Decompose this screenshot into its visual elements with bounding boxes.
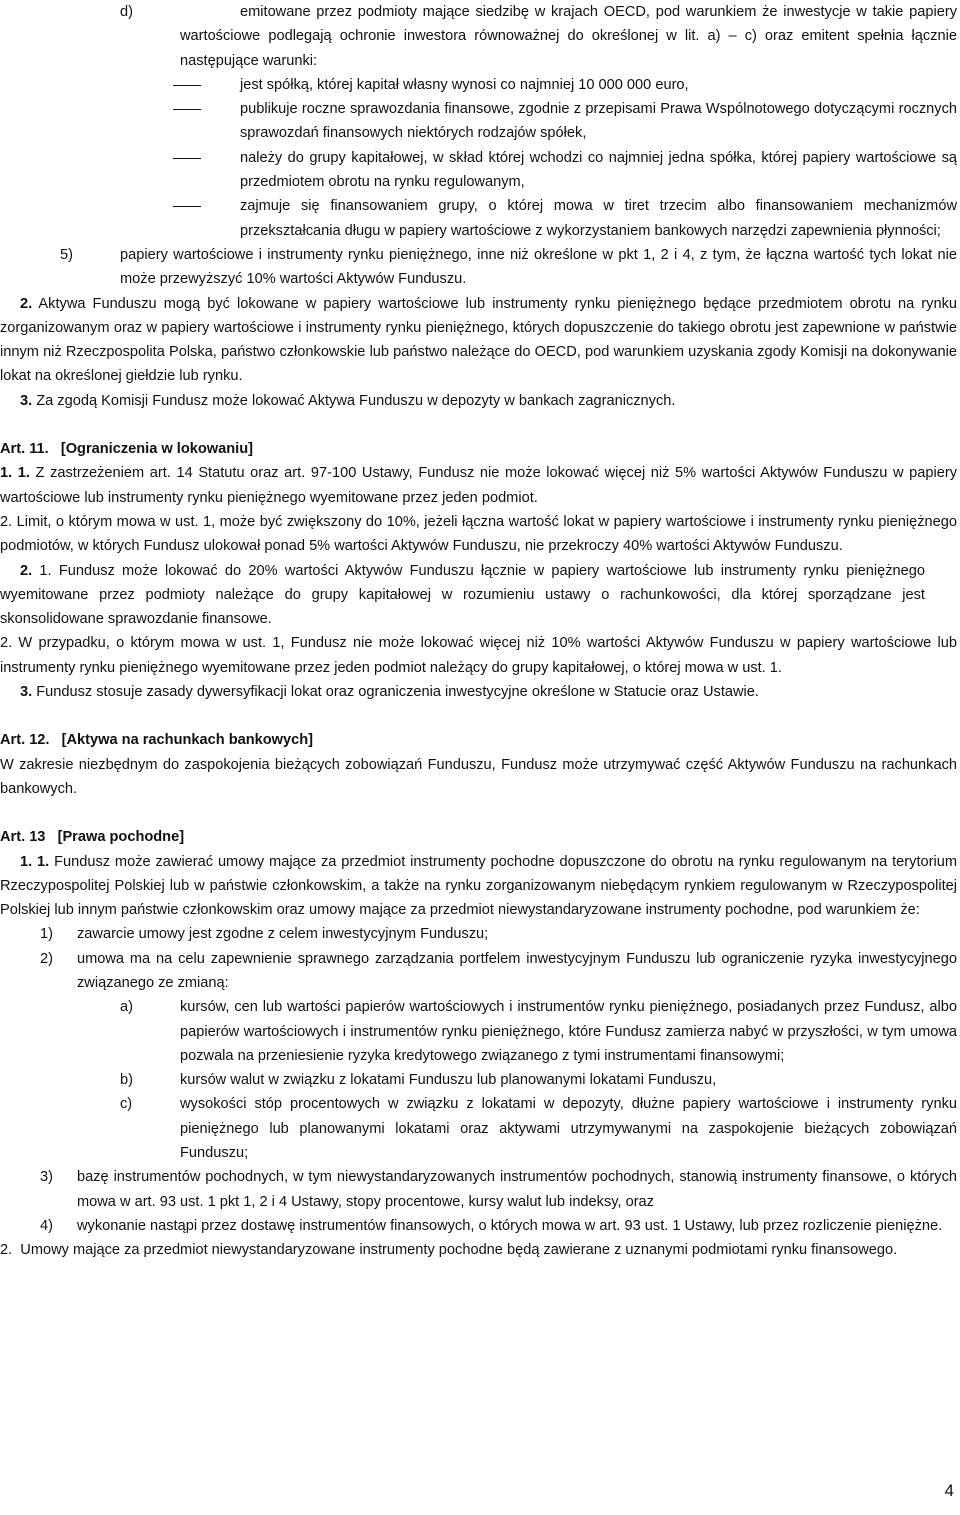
dash-item — [240, 194, 957, 243]
item-text: umowa ma na celu zapewnienie sprawnego zarządzania portfelem inwestycyjnym Funduszu lub ograniczenie ryzyka inwestycyjnego związanego ze zmianą: — [77, 950, 957, 991]
dash-mark — [173, 85, 201, 87]
paragraph-2 — [0, 292, 957, 389]
art13-paragraph-1 — [0, 850, 957, 923]
item-label: 3) — [40, 1169, 53, 1186]
art11-paragraph-3 — [0, 680, 957, 704]
item-label: 4) — [40, 1217, 53, 1234]
art11-paragraph-2-2: 2. W przypadku, o którym mowa w ust. 1, Fundusz nie może lokować więcej niż 10% wartości Aktywów Funduszu w papiery wartościowe lub instrumenty rynku pieniężnego wyemitowane przez jeden podmiot należący do grupy kapitałowej, o której mowa w ust. 1. — [0, 635, 957, 676]
paragraph-number: 2. — [20, 295, 33, 312]
item-text: zawarcie umowy jest zgodne z celem inwestycyjnym Funduszu; — [77, 926, 489, 943]
paragraph-text: Fundusz stosuje zasady dywersyfikacji lokat oraz ograniczenia inwestycyjne określone w Statucie oraz Ustawie. — [32, 684, 759, 701]
dash-item — [240, 97, 957, 146]
item-text: kursów, cen lub wartości papierów wartościowych i instrumentów rynku pieniężnego, posiadanych przez Fundusz, albo papierów wartościowych i instrumentów rynku pieniężnego, które Fundusz zamierza nabyć w przyszłości, w tym umowa pozwala na przeniesienie ryzyka kredytowego związanego z tymi instrumentami finansowymi; — [180, 999, 957, 1064]
list-item-2 — [40, 947, 957, 996]
item-text: wykonanie nastąpi przez dostawę instrumentów finansowych, o których mowa w art. 93 ust. 1 Ustawy, lub przez rozliczenie pieniężne. — [77, 1217, 943, 1234]
art12-text: W zakresie niezbędnym do zaspokojenia bieżących zobowiązań Funduszu, Fundusz może utrzymywać część Aktywów Funduszu na rachunkach bankowych. — [0, 756, 957, 797]
dash-item — [240, 73, 957, 97]
paragraph-number: 3. — [20, 684, 33, 701]
item-label: c) — [120, 1096, 133, 1113]
art13-paragraph-2: 2. Umowy mające za przedmiot niewystandaryzowane instrumenty pochodne będą zawierane z uznanymi podmiotami rynku finansowego. — [0, 1242, 898, 1259]
dash-item — [240, 146, 957, 195]
article-12-heading: Art. 12. [Aktywa na rachunkach bankowych] — [0, 732, 314, 749]
item-text: emitowane przez podmioty mające siedzibę w krajach OECD, pod warunkiem że inwestycje w takie papiery wartościowe podlegają ochronie inwestora równoważnej do określonej w lit. a) – c) oraz emitent spełnia łącznie następujące warunki: — [180, 4, 957, 69]
item-text: wysokości stóp procentowych w związku z lokatami w depozyty, dłużne papiery wartościowe i instrumenty rynku pieniężnego lub planowanymi lokatami oraz aktywami utrzymywanymi na zaspokojenie bieżących zobowiązań Funduszu; — [180, 1096, 957, 1162]
sub-item-c — [120, 1092, 957, 1165]
paragraph-text: 1. Fundusz może lokować do 20% wartości Aktywów Funduszu łącznie w papiery wartościowe lub instrumenty rynku pieniężnego wyemitowane przez podmioty należące do grupy kapitałowej w rozumieniu ustawy o rachunkowości, dla której sporządzane jest skonsolidowane sprawozdanie finansowe. — [0, 562, 925, 628]
paragraph-text: Aktywa Funduszu mogą być lokowane w papiery wartościowe lub instrumenty rynku pieniężnego będące przedmiotem obrotu na rynku zorganizowanym oraz w papiery wartościowe i instrumenty rynku pieniężnego, których dopuszczenie do takiego obrotu jest zapewnione w państwie innym niż Rzeczpospolita Polska, państwo członkowskie lub państwo należące do OECD, pod warunkiem uzyskania zgody Komisji na dokonywanie lokat na określonej giełdzie lub rynku. — [0, 295, 957, 385]
item-label: 5) — [60, 246, 73, 263]
art11-paragraph-2 — [0, 559, 925, 632]
dash-text: publikuje roczne sprawozdania finansowe, zgodnie z przepisami Prawa Wspólnotowego dotyczącymi rocznych sprawozdań finansowych niektórych rodzajów spółek, — [240, 101, 957, 142]
list-item-5 — [60, 243, 957, 292]
paragraph-text: Z zastrzeżeniem art. 14 Statutu oraz art. 97-100 Ustawy, Fundusz nie może lokować więcej niż 5% wartości Aktywów Funduszu w papiery wartościowe lub instrumenty rynku pieniężnego wyemitowane przez jeden podmiot. — [0, 465, 957, 506]
dash-text: jest spółką, której kapitał własny wynosi co najmniej 10 000 000 euro, — [240, 76, 689, 93]
paragraph-number: 1. 1. — [20, 853, 50, 870]
paragraph-number: 1. 1. — [0, 465, 30, 482]
paragraph-text: Fundusz może zawierać umowy mające za przedmiot instrumenty pochodne dopuszczone do obrotu na rynku regulowanym na terytorium Rzeczypospolitej Polskiej lub w państwie członkowskim, a także na rynku zorganizowanym niebędącym rynkiem regulowanym w Rzeczypospolitej Polskiej lub innym państwie członkowskim oraz umowy mające za przedmiot niewystandaryzowane instrumenty pochodne, pod warunkiem że: — [0, 853, 957, 919]
item-label: d) — [120, 4, 133, 20]
article-13-heading: Art. 13 [Prawa pochodne] — [0, 829, 185, 846]
item-text: bazę instrumentów pochodnych, w tym niewystandaryzowanych instrumentów pochodnych, stanowią instrumenty finansowe, o których mowa w art. 93 ust. 1 pkt 1, 2 i 4 Ustawy, stopy procentowe, kursy walut lub indeksy, oraz — [77, 1169, 957, 1210]
paragraph-text: Za zgodą Komisji Fundusz może lokować Aktywa Funduszu w depozyty w bankach zagranicznych. — [32, 392, 676, 409]
list-item-d — [120, 0, 957, 73]
art11-paragraph-1 — [0, 461, 957, 510]
paragraph-3 — [0, 389, 957, 413]
sub-item-a — [120, 995, 957, 1068]
item-label: 1) — [40, 926, 53, 943]
list-item-3 — [40, 1165, 957, 1214]
dash-mark — [173, 206, 201, 208]
list-item-1 — [40, 922, 957, 946]
article-11-heading: Art. 11. [Ograniczenia w lokowaniu] — [0, 441, 254, 458]
dash-mark — [173, 109, 201, 111]
item-label: b) — [120, 1072, 133, 1089]
item-text: papiery wartościowe i instrumenty rynku pieniężnego, inne niż określone w pkt 1, 2 i 4, z tym, że łączna wartość tych lokat nie może przewyższyć 10% wartości Aktywów Funduszu. — [120, 246, 957, 288]
dash-mark — [173, 158, 201, 160]
paragraph-number: 3. — [20, 392, 33, 409]
dash-text: zajmuje się finansowaniem grupy, o której mowa w tiret trzecim albo finansowaniem mechanizmów przekształcania długu w papiery wartościowe z wykorzystaniem bankowych narzędzi zapewnienia płynności; — [240, 198, 957, 239]
item-label: a) — [120, 999, 133, 1016]
item-text: kursów walut w związku z lokatami Funduszu lub planowanymi lokatami Funduszu, — [180, 1072, 717, 1089]
item-label: 2) — [40, 950, 53, 967]
dash-text: należy do grupy kapitałowej, w skład której wchodzi co najmniej jedna spółka, której papiery wartościowe są przedmiotem obrotu na rynku regulowanym, — [240, 149, 957, 191]
art11-paragraph-1-2: 2. Limit, o którym mowa w ust. 1, może być zwiększony do 10%, jeżeli łączna wartość lokat w papiery wartościowe i instrumenty rynku pieniężnego podmiotów, w których Fundusz ulokował ponad 5% wartości Aktywów Funduszu, nie przekroczy 40% wartości Aktywów Funduszu. — [0, 513, 957, 555]
page-number: 4 — [944, 1481, 954, 1500]
list-item-4 — [40, 1214, 957, 1238]
sub-item-b — [120, 1068, 957, 1092]
paragraph-number: 2. — [20, 562, 33, 579]
